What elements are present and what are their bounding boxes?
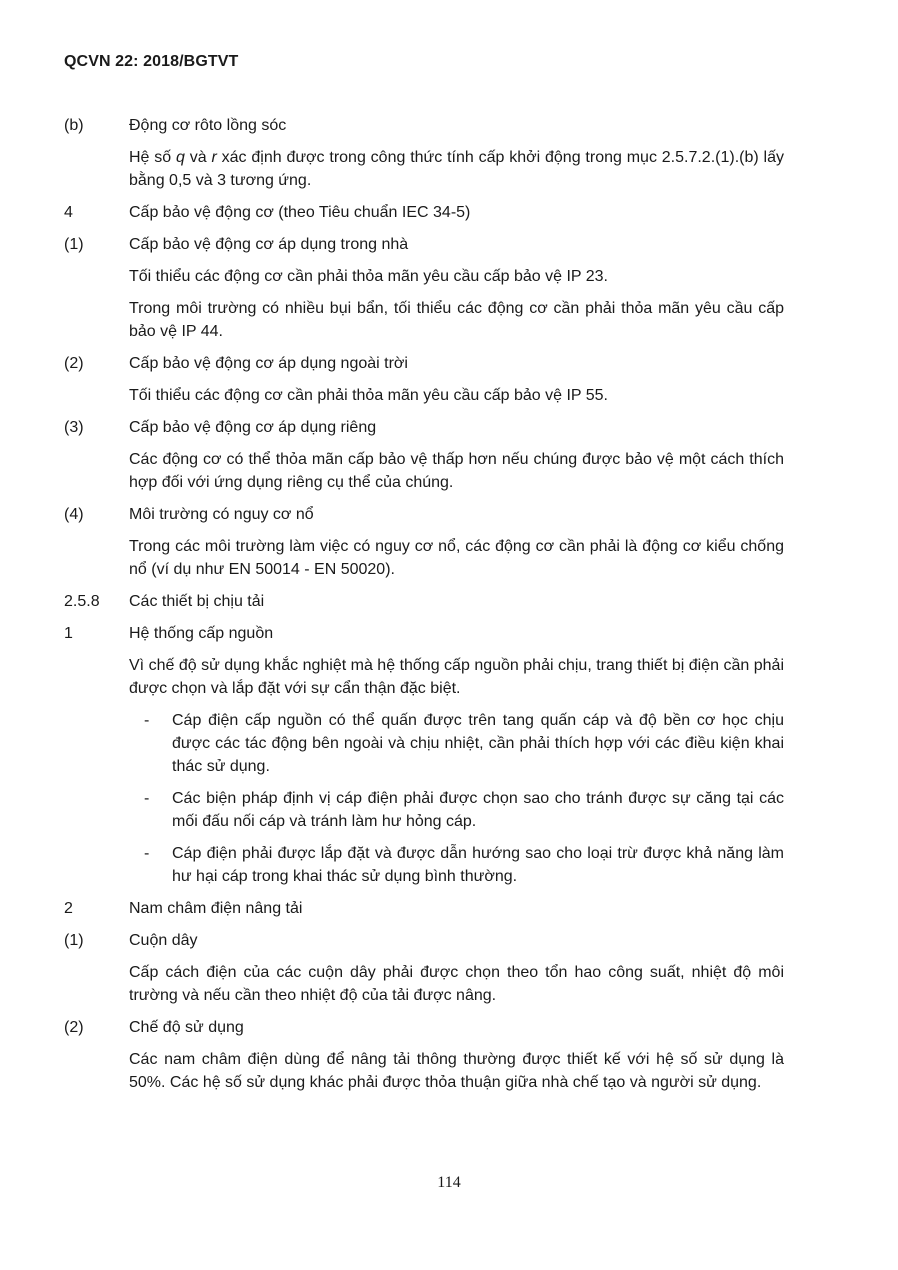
section-heading <box>64 622 784 645</box>
section-title: Môi trường có nguy cơ nổ <box>129 506 314 523</box>
section-title: Động cơ rôto lồng sóc <box>129 117 287 134</box>
paragraph: Các động cơ có thể thỏa mãn cấp bảo vệ thấp hơn nếu chúng được bảo vệ một cách thích hợp đối với ứng dụng riêng cụ thể của chúng. <box>129 451 784 491</box>
section-number: (b) <box>64 117 84 134</box>
section-number: 2.5.8 <box>64 593 100 610</box>
text-run: q <box>176 149 185 166</box>
section-number: 1 <box>64 625 73 642</box>
section-title: Chế độ sử dụng <box>129 1019 244 1036</box>
section-number: (4) <box>64 506 84 523</box>
list-item-text: Cáp điện cấp nguồn có thể quấn được trên tang quấn cáp và độ bền cơ học chịu được các tác động bên ngoài và chịu nhiệt, cần phải thích hợp với các điều kiện khai thác sử dụng. <box>172 712 784 775</box>
section-number: (1) <box>64 236 84 253</box>
paragraph: Trong các môi trường làm việc có nguy cơ nổ, các động cơ cần phải là động cơ kiểu chống nổ (ví dụ như EN 50014 - EN 50020). <box>129 538 784 578</box>
section-title: Cấp bảo vệ động cơ áp dụng ngoài trời <box>129 355 408 372</box>
list-item-text: Cáp điện phải được lắp đặt và được dẫn hướng sao cho loại trừ được khả năng làm hư hại cáp trong khai thác sử dụng bình thường. <box>172 845 784 885</box>
paragraph: Cấp cách điện của các cuộn dây phải được chọn theo tổn hao công suất, nhiệt độ môi trường và nếu cần theo nhiệt độ của tải được nâng. <box>129 964 784 1004</box>
section-heading <box>64 416 784 439</box>
section-heading <box>64 590 784 613</box>
paragraph: Các nam châm điện dùng để nâng tải thông thường được thiết kế với hệ số sử dụng là 50%. Các hệ số sử dụng khác phải được thỏa thuận giữa nhà chế tạo và người sử dụng. <box>129 1051 784 1091</box>
section-number: (2) <box>64 1019 84 1036</box>
section-title: Nam châm điện nâng tải <box>129 900 303 917</box>
bullet-marker: - <box>144 790 150 807</box>
section-heading <box>64 897 784 920</box>
paragraph: Tối thiểu các động cơ cần phải thỏa mãn yêu cầu cấp bảo vệ IP 55. <box>129 387 608 404</box>
section-heading <box>64 503 784 526</box>
text-run: và <box>184 149 212 166</box>
paragraph <box>129 146 784 192</box>
section-number: (2) <box>64 355 84 372</box>
list-item <box>144 787 784 833</box>
section-heading <box>64 201 784 224</box>
document-body <box>64 114 784 1103</box>
section-number: 2 <box>64 900 73 917</box>
bullet-marker: - <box>144 845 150 862</box>
paragraph: Trong môi trường có nhiều bụi bẩn, tối thiểu các động cơ cần phải thỏa mãn yêu cầu cấp bảo vệ IP 44. <box>129 300 784 340</box>
section-heading <box>64 233 784 256</box>
section-heading <box>64 1016 784 1039</box>
section-heading <box>64 114 784 137</box>
text-run: xác định được trong công thức tính cấp khởi động trong mục 2.5.7.2.(1).(b) lấy bằng 0,5 và 3 tương ứng. <box>129 149 784 189</box>
paragraph: Tối thiểu các động cơ cần phải thỏa mãn yêu cầu cấp bảo vệ IP 23. <box>129 268 608 285</box>
section-title: Hệ thống cấp nguồn <box>129 625 274 642</box>
text-run: Hệ số <box>129 149 177 166</box>
section-heading <box>64 929 784 952</box>
section-title: Các thiết bị chịu tải <box>129 593 265 610</box>
section-title: Cấp bảo vệ động cơ (theo Tiêu chuẩn IEC 34-5) <box>129 204 471 221</box>
section-heading <box>64 352 784 375</box>
list-item <box>144 842 784 888</box>
bullet-marker: - <box>144 712 150 729</box>
section-title: Cấp bảo vệ động cơ áp dụng riêng <box>129 419 377 436</box>
section-number: (1) <box>64 932 84 949</box>
list-item-text: Các biện pháp định vị cáp điện phải được chọn sao cho tránh được sự căng tại các mối đấu nối cáp và tránh làm hư hỏng cáp. <box>172 790 784 830</box>
section-title: Cấp bảo vệ động cơ áp dụng trong nhà <box>129 236 409 253</box>
section-title: Cuộn dây <box>129 932 198 949</box>
paragraph: Vì chế độ sử dụng khắc nghiệt mà hệ thống cấp nguồn phải chịu, trang thiết bị điện cần phải được chọn và lắp đặt với sự cẩn thận đặc biệt. <box>129 657 784 697</box>
section-number: 4 <box>64 204 73 221</box>
page-number: 114 <box>437 1174 461 1191</box>
section-number: (3) <box>64 419 84 436</box>
text-run: r <box>211 149 217 166</box>
list-item <box>144 709 784 778</box>
page-header: QCVN 22: 2018/BGTVT <box>64 53 239 70</box>
